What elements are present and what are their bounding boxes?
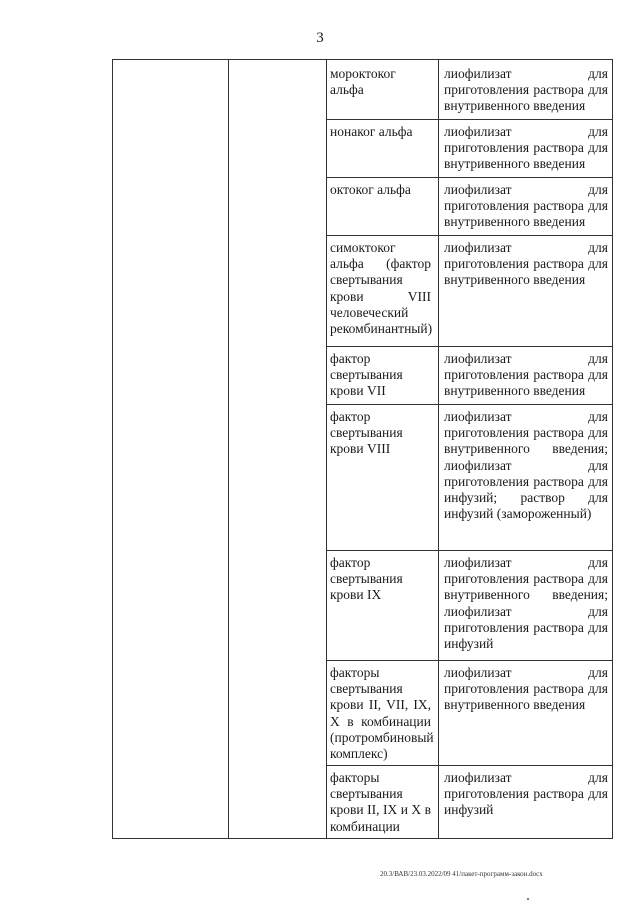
- drug-name: фактор свертывания крови VII: [330, 351, 403, 399]
- row-divider: [326, 660, 613, 661]
- row-divider: [326, 177, 613, 178]
- dosage-form: лиофилизат для приготовления раствора для инфузий: [444, 770, 608, 818]
- table-border-right: [612, 59, 613, 839]
- dosage-form: лиофилизат для приготовления раствора для внутривенного введения: [444, 240, 608, 288]
- table-border-bottom: [112, 838, 613, 839]
- drug-name: октоког альфа: [330, 182, 411, 197]
- dosage-form: лиофилизат для приготовления раствора для внутривенного введения; лиофилизат для приготовления раствора для инфузий; раствор для инфузий (замороженный): [444, 409, 608, 522]
- drug-name: факторы свертывания крови II, IX и X в комбинации: [330, 770, 431, 834]
- table-column-divider-1: [228, 59, 229, 839]
- dosage-form: лиофилизат для приготовления раствора для внутривенного введения; лиофилизат для приготовления раствора для инфузий: [444, 555, 608, 652]
- drug-name: нонаког альфа: [330, 124, 413, 139]
- page-number: 3: [316, 30, 324, 46]
- table-column-divider-3: [438, 59, 439, 839]
- scan-speck: [527, 898, 529, 900]
- table-column-divider-2: [326, 59, 327, 839]
- table-border-top: [112, 59, 613, 60]
- row-divider: [326, 550, 613, 551]
- drug-name: фактор свертывания крови IX: [330, 555, 403, 603]
- drug-name: фактор свертывания крови VIII: [330, 409, 403, 457]
- drug-name: мороктоког альфа: [330, 66, 396, 98]
- row-divider: [326, 235, 613, 236]
- dosage-form: лиофилизат для приготовления раствора для внутривенного введения: [444, 182, 608, 230]
- row-divider: [326, 404, 613, 405]
- table-border-left: [112, 59, 113, 839]
- document-footer-path: 20.3/ВАВ/23.03.2022/09 41/пакет-программ-закон.docx: [380, 870, 543, 878]
- dosage-form: лиофилизат для приготовления раствора для внутривенного введения: [444, 124, 608, 172]
- dosage-form: лиофилизат для приготовления раствора для внутривенного введения: [444, 351, 608, 399]
- dosage-form: лиофилизат для приготовления раствора для внутривенного введения: [444, 665, 608, 713]
- drug-name: факторы свертывания крови II, VII, IX, X в комбинации (протромбиновый комплекс): [330, 665, 434, 762]
- row-divider: [326, 346, 613, 347]
- row-divider: [326, 119, 613, 120]
- drug-name: симоктоког альфа (фактор свертывания крови VIII человеческий рекомбинантный): [330, 240, 433, 337]
- dosage-form: лиофилизат для приготовления раствора для внутривенного введения: [444, 66, 608, 114]
- row-divider: [326, 765, 613, 766]
